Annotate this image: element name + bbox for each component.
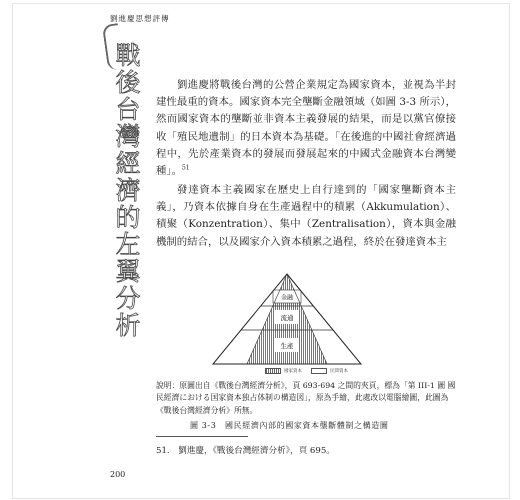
paragraph-1-text: 劉進慶將戰後台灣的公營企業規定為國家資本，並視為半封建性最重的資本。國家資本完全壟斷金融領域（如圖 3-3 所示），然而國家資本的壟斷並非資本主義發展的結果，而是以黨官僚接收「殖民地遺制」的日本資本為基礎。「在後進的中國社會經濟過程中，先於產業資本的發展而發展起來的中國式金融資本台灣變種」。: [156, 79, 456, 178]
pyramid-diagram: [211, 272, 363, 366]
legend-private-capital: 民間資本: [330, 369, 348, 374]
circulation-label: 流通: [280, 314, 294, 322]
footnote-rule: [156, 436, 248, 437]
paragraph-2: 發達資本主義國家在歷史上自行達到的「國家壟斷資本主義」，乃資本依據自身在生產過程中的積累（Akkumulation）、積聚（Konzentration）、集中（Zentralisation），資本與金融機制的結合，以及國家介入資本積累之過程，終於在發達資本主: [156, 184, 456, 248]
figure-caption: 圖 3-3 國民經濟內部的國家資本壟斷體制之構造圖: [190, 421, 389, 430]
paragraph-1: [156, 77, 456, 180]
footnote-ref-51: 51: [181, 164, 190, 172]
book-page: [12, 3, 510, 499]
private-capital-swatch: [311, 368, 327, 374]
running-header: 劉進慶思想評傳: [110, 14, 170, 23]
state-capital-swatch: [265, 368, 281, 374]
diagram-legend: [265, 368, 348, 374]
footnote-51: 51. 劉進慶，《戰後台灣經濟分析》，頁 695。: [156, 446, 335, 456]
figure-note: 說明：原圖出自《戰後台灣經濟分析》，頁 693-694 之間的夾頁，標為「第 III-1 圖 國民經濟における国家資本独占体制の構造図」，原為手繪，此處改以電腦繪圖，此圖為《戰後台灣經濟分析》所無。: [156, 381, 456, 415]
production-label: 生產: [280, 342, 294, 350]
page-number: 200: [110, 470, 126, 479]
legend-state-capital: 國家資本: [284, 369, 302, 374]
vertical-book-title: 戰後台灣經濟的左翼分析: [112, 42, 141, 339]
finance-label: 金融: [280, 294, 294, 302]
